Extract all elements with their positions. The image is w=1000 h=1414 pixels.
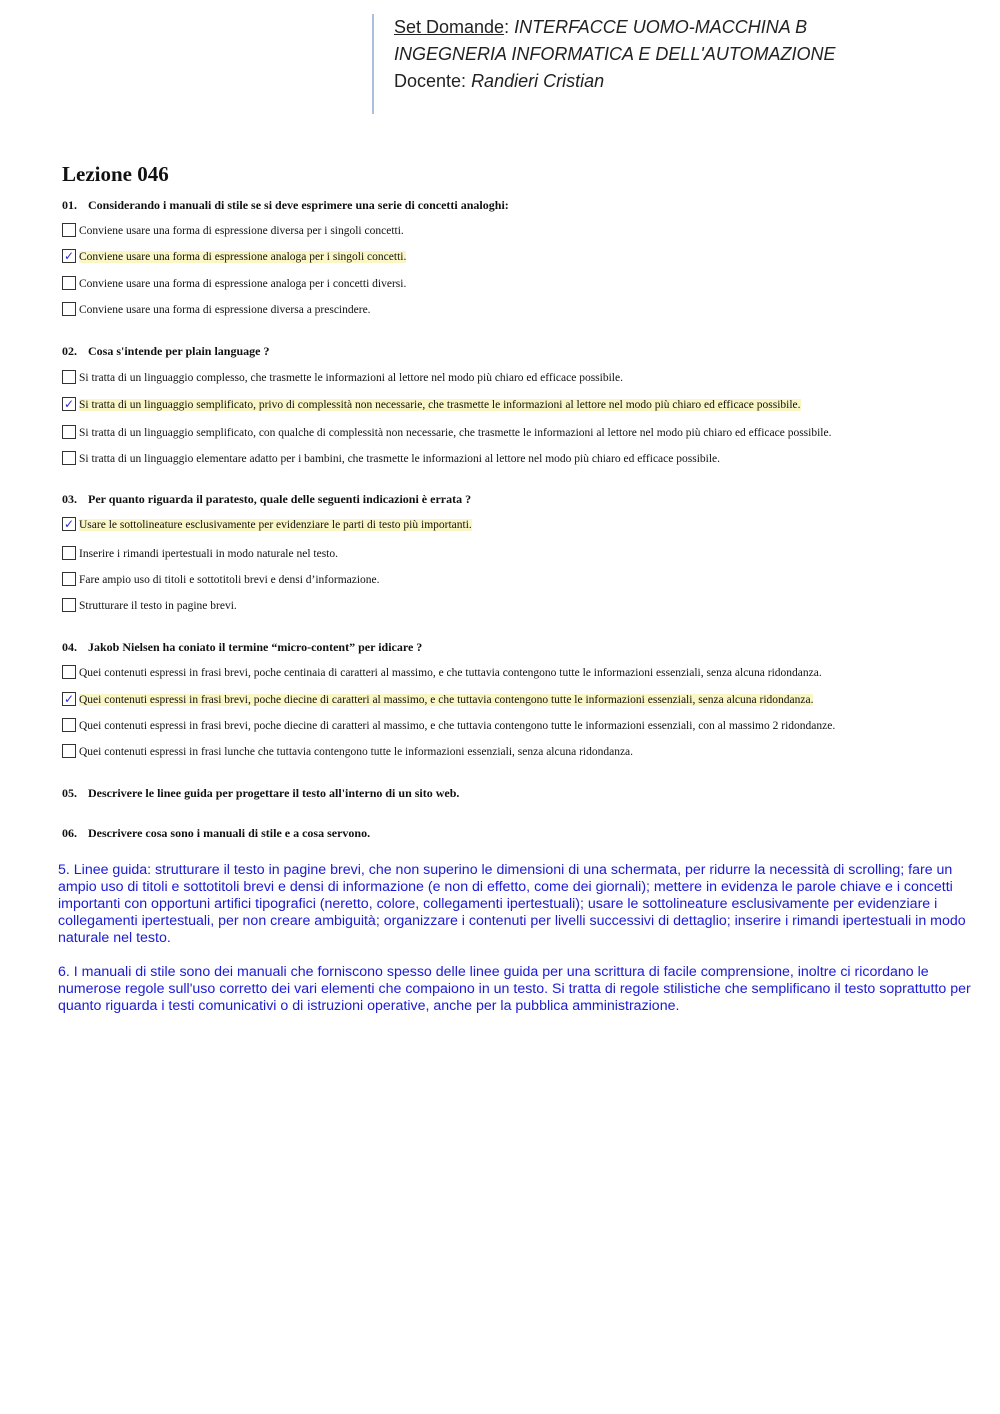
set-title: INTERFACCE UOMO-MACCHINA B <box>514 17 808 37</box>
teacher-line <box>394 68 836 95</box>
option[interactable] <box>62 546 338 562</box>
course-name: INGEGNERIA INFORMATICA E DELL'AUTOMAZIONE <box>394 44 836 64</box>
checkbox[interactable] <box>62 425 76 439</box>
option-text: Quei contenuti espressi in frasi lunche che tuttavia contengono tutte le informazioni essenziali, senza alcuna ridondanza. <box>79 746 634 758</box>
option-text: Conviene usare una forma di espressione analoga per i concetti diversi. <box>79 278 407 290</box>
question-number: 06. <box>62 826 77 840</box>
check-icon: ✓ <box>64 692 75 706</box>
option-correct[interactable] <box>62 397 801 413</box>
checkbox-checked[interactable] <box>62 517 76 531</box>
option-text: Si tratta di un linguaggio semplificato, privo di complessità non necessarie, che trasmette le informazioni al lettore nel modo più chiaro ed efficace possibile. <box>79 399 801 411</box>
checkbox[interactable] <box>62 572 76 586</box>
question-text: Considerando i manuali di stile se si deve esprimere una serie di concetti analoghi: <box>88 198 509 212</box>
teacher-name: Randieri Cristian <box>471 71 605 91</box>
question-2 <box>62 344 269 359</box>
question-number: 05. <box>62 786 77 800</box>
checkbox-checked[interactable] <box>62 397 76 411</box>
option-text: Quei contenuti espressi in frasi brevi, poche centinaia di caratteri al massimo, e che tuttavia contengono tutte le informazioni essenziali, senza alcuna ridondanza. <box>79 667 822 679</box>
answers-block <box>58 862 988 1015</box>
question-number: 02. <box>62 344 77 358</box>
checkbox-checked[interactable] <box>62 692 76 706</box>
question-number: 04. <box>62 640 77 654</box>
checkbox[interactable] <box>62 718 76 732</box>
option-correct[interactable] <box>62 517 472 533</box>
check-icon: ✓ <box>64 517 75 531</box>
option-text: Conviene usare una forma di espressione diversa per i singoli concetti. <box>79 225 404 237</box>
option-text: Conviene usare una forma di espressione diversa a prescindere. <box>79 304 371 316</box>
checkbox[interactable] <box>62 546 76 560</box>
option-text: Quei contenuti espressi in frasi brevi, poche diecine di caratteri al massimo, e che tuttavia contengono tutte le informazioni essenziali, senza alcuna ridondanza. <box>79 694 814 706</box>
checkbox[interactable] <box>62 276 76 290</box>
teacher-label: Docente: <box>394 71 467 91</box>
question-4 <box>62 640 422 655</box>
checkbox[interactable] <box>62 665 76 679</box>
check-icon: ✓ <box>64 249 75 263</box>
question-text: Descrivere cosa sono i manuali di stile e a cosa servono. <box>88 826 371 840</box>
check-icon: ✓ <box>64 397 75 411</box>
checkbox[interactable] <box>62 451 76 465</box>
question-text: Per quanto riguarda il paratesto, quale delle seguenti indicazioni è errata ? <box>88 492 472 506</box>
option[interactable] <box>62 370 623 386</box>
question-number: 03. <box>62 492 77 506</box>
option[interactable] <box>62 223 404 239</box>
option-correct[interactable] <box>62 692 813 708</box>
option[interactable] <box>62 598 237 614</box>
option[interactable] <box>62 451 720 467</box>
question-text: Jakob Nielsen ha coniato il termine “micro-content” per idicare ? <box>88 640 423 654</box>
option[interactable] <box>62 302 371 318</box>
option-text: Inserire i rimandi ipertestuali in modo naturale nel testo. <box>79 548 338 560</box>
question-5 <box>62 786 459 801</box>
question-text: Cosa s'intende per plain language ? <box>88 344 270 358</box>
checkbox-checked[interactable] <box>62 249 76 263</box>
option-correct[interactable] <box>62 249 406 265</box>
option[interactable] <box>62 276 406 292</box>
option-text: Usare le sottolineature esclusivamente per evidenziare le parti di testo più importanti. <box>79 519 472 531</box>
question-number: 01. <box>62 198 77 212</box>
checkbox[interactable] <box>62 302 76 316</box>
option[interactable] <box>62 744 633 760</box>
option-text: Strutturare il testo in pagine brevi. <box>79 600 237 612</box>
lesson-title: Lezione 046 <box>62 162 169 186</box>
option-text: Conviene usare una forma di espressione analoga per i singoli concetti. <box>79 251 407 263</box>
answer-5: 5. Linee guida: strutturare il testo in pagine brevi, che non superino le dimensioni di una schermata, per ridurre la necessità di scrolling; fare un ampio uso di titoli e sottotitoli brevi e densi di informazione (e non di effetto, come dei giornali); mettere in evidenza le parole chiave e i concetti importanti con opportuni artifici tipografici (neretto, colore, collegamenti ipertestuali); usare le sottolineature esclusivamente per evidenziare i collegamenti ipertestuali, per non creare ambiguità; organizzare i contenuti per livelli successivi di dettaglio; inserire i rimandi ipertestuali in modo naturale nel testo. <box>58 862 966 946</box>
checkbox[interactable] <box>62 370 76 384</box>
option[interactable] <box>62 425 831 441</box>
option-text: Quei contenuti espressi in frasi brevi, poche diecine di caratteri al massimo, e che tuttavia contengono tutte le informazioni essenziali, con al massimo 2 ridondanze. <box>79 720 836 732</box>
question-6 <box>62 826 370 841</box>
answer-6: 6. I manuali di stile sono dei manuali che forniscono spesso delle linee guida per una scrittura di facile comprensione, inoltre ci ricordano le numerose regole sull'uso corretto dei vari elementi che compaiono in un testo. Si tratta di regole stilistiche che semplificano il testo soprattutto per quanto riguarda i testi comunicativi o di istruzioni operative, anche per la pubblica amministrazione. <box>58 964 971 1014</box>
option-text: Si tratta di un linguaggio elementare adatto per i bambini, che trasmette le informazioni al lettore nel modo più chiaro ed efficace possibile. <box>79 453 721 465</box>
question-1 <box>62 198 509 213</box>
question-3 <box>62 492 471 507</box>
option-text: Si tratta di un linguaggio semplificato, con qualche di complessità non necessarie, che trasmette le informazioni al lettore nel modo più chiaro ed efficace possibile. <box>79 427 832 439</box>
option[interactable] <box>62 718 835 734</box>
set-line: Set Domande: INTERFACCE UOMO-MACCHINA B <box>394 17 808 37</box>
question-text: Descrivere le linee guida per progettare il testo all'interno di un sito web. <box>88 786 460 800</box>
checkbox[interactable] <box>62 744 76 758</box>
checkbox[interactable] <box>62 598 76 612</box>
checkbox[interactable] <box>62 223 76 237</box>
set-label: Set Domande <box>394 17 505 37</box>
document-header <box>372 14 836 114</box>
option[interactable] <box>62 665 822 681</box>
option[interactable] <box>62 572 380 588</box>
option-text: Si tratta di un linguaggio complesso, che trasmette le informazioni al lettore nel modo più chiaro ed efficace possibile. <box>79 372 623 384</box>
option-text: Fare ampio uso di titoli e sottotitoli brevi e densi d’informazione. <box>79 574 380 586</box>
